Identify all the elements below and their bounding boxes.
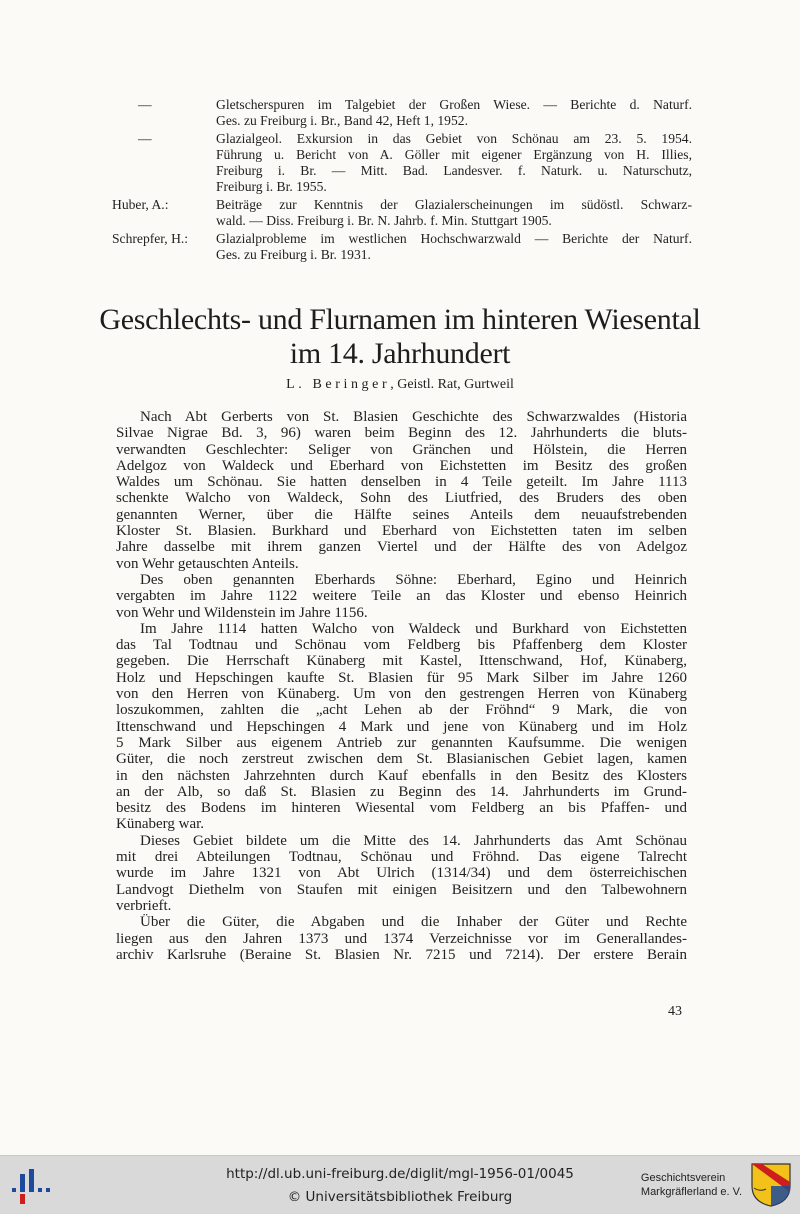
permalink-url[interactable]: http://dl.ub.uni-freiburg.de/diglit/mgl-1956-01/0045 [226, 1166, 574, 1182]
body-line: Ittenschwand und Hepschingen 4 Mark und jene von Künaberg und im Holz [116, 718, 687, 735]
bibliography-line: Ges. zu Freiburg i. Br. 1931. [216, 247, 371, 262]
body-line: Über die Güter, die Abgaben und die Inhaber der Güter und Rechte [140, 914, 687, 931]
bibliography-line: Freiburg i. Br. 1955. [216, 179, 327, 194]
bibliography-line: Beiträge zur Kenntnis der Glazialerscheinungen im südöstl. Schwarz- [216, 197, 692, 212]
body-line: von Wehr und Wildenstein im Jahre 1156. [116, 604, 368, 621]
body-line: das Tal Todtnau und Schönau vom Feldberg bis Pfaffenberg dem Kloster [116, 637, 687, 654]
society-name-line-1: Geschichtsverein [640, 1172, 726, 1184]
bibliography-text [216, 231, 692, 263]
bibliography-line: wald. — Diss. Freiburg i. Br. N. Jahrb. f. Min. Stuttgart 1905. [216, 213, 552, 228]
bibliography-entry [112, 97, 692, 129]
bibliography-entry [112, 131, 692, 195]
body-line: schenkte Walcho von Waldeck, Sohn des Liutfried, des Bruders des oben [116, 490, 687, 507]
body-line: genannten Werner, über die Hälfte seines Anteils dem neuaufstrebenden [116, 506, 687, 523]
body-line: vergabten im Jahre 1122 weitere Teile an das Kloster und ebenso Heinrich [116, 588, 687, 605]
body-line: an der Alb, so daß St. Blasien zu Beginn des 14. Jahrhunderts im Grund- [116, 783, 687, 800]
bibliography-author: Huber, A.: [112, 197, 169, 212]
bibliography-text [216, 131, 692, 195]
bibliography-line: Freiburg i. Br. — Mitt. Bad. Landesver. f. Naturk. u. Naturschutz, [216, 163, 692, 178]
body-line: Im Jahre 1114 hatten Walcho von Waldeck und Burkhard von Eichstetten [140, 620, 687, 637]
bibliography [112, 97, 692, 265]
bibliography-author: — [138, 131, 152, 146]
page-number: 43 [668, 1004, 682, 1019]
body-line: Künaberg war. [116, 816, 205, 833]
bibliography-line: Glazialgeol. Exkursion in das Gebiet von Schönau am 23. 5. 1954. [216, 131, 692, 146]
body-line: Dieses Gebiet bildete um die Mitte des 14. Jahrhunderts das Amt Schönau [140, 832, 687, 849]
bibliography-text [216, 197, 692, 229]
bibliography-line: Ges. zu Freiburg i. Br., Band 42, Heft 1, 1952. [216, 113, 468, 128]
bibliography-author: Schrepfer, H.: [112, 231, 189, 246]
body-line: wurde im Jahre 1321 von Abt Ulrich (1314/34) und dem österreichischen [116, 865, 687, 882]
article-title-line-1: Geschlechts- und Flurnamen im hinteren Wiesental [99, 303, 701, 336]
copyright-notice: © Universitätsbibliothek Freiburg [287, 1189, 513, 1205]
body-line: Güter, die noch zerstreut zwischen dem St. Blasianischen Gebiet lagen, kamen [116, 751, 687, 768]
bibliography-line: Gletscherspuren im Talgebiet der Großen Wiese. — Berichte d. Naturf. [216, 97, 692, 112]
bibliography-entry [112, 231, 692, 263]
body-line: gegeben. Die Herrschaft Künaberg mit Kastel, Ittenschwand, Hof, Künaberg, [116, 653, 687, 670]
body-line: Jahre dasselbe mit ihrem ganzen Viertel und der Hälfte des von Adelgoz [116, 539, 687, 556]
body-line: Nach Abt Gerberts von St. Blasien Geschichte des Schwarzwaldes (Historia [140, 409, 687, 425]
bibliography-entry [112, 197, 692, 229]
body-line: Landvogt Diethelm von Staufen mit einigen Beisitzern und den Talbewohnern [116, 881, 687, 898]
article-author [40, 377, 760, 393]
body-line: Adelgoz von Waldeck und Eberhard von Eichstetten im Besitz des großen [116, 457, 687, 474]
bibliography-line: Führung u. Bericht von A. Göller mit eigener Ergänzung von H. Illies, [216, 147, 692, 162]
viewer-footer [0, 1155, 800, 1214]
author-name: L. Beringer [286, 377, 391, 392]
body-line: 5 Mark Silber aus eigenem Antrieb zur genannten Kaufsumme. Die wenigen [116, 734, 687, 751]
body-line: verwandten Geschlechter: Seliger von Gränchen und Hölstein, die Herren [116, 441, 687, 458]
article-body [116, 409, 687, 963]
body-line: von den Herren von Künaberg. Um von den gestrengen Herren von Künaberg [116, 686, 687, 703]
author-role: , Geistl. Rat, Gurtweil [390, 377, 514, 392]
body-line: liegen aus den Jahren 1373 und 1374 Verzeichnisse vor im Generallandes- [116, 930, 687, 947]
coat-of-arms-icon[interactable] [750, 1162, 792, 1208]
article-title-line-2: im 14. Jahrhundert [289, 337, 511, 370]
body-line: Holz und Hepschingen kaufte St. Blasien für 95 Mark Silber im Jahre 1260 [116, 669, 687, 686]
society-name-line-2: Markgräflerland e. V. [640, 1186, 742, 1198]
bibliography-text [216, 97, 692, 129]
body-line: in den nächsten Jahrzehnten durch Kauf ebenfalls in den Besitz des Klosters [116, 767, 687, 784]
body-line: Des oben genannten Eberhards Söhne: Eberhard, Egino und Heinrich [140, 571, 687, 588]
body-line: Kloster St. Blasien. Burkhard und Eberhard von Eichstetten taten im selben [116, 523, 687, 540]
body-line: Silvae Nigrae Bd. 3, 96) waren beim Beginn des 12. Jahrhunderts die bluts- [116, 425, 687, 442]
society-name [641, 1171, 742, 1199]
body-line: loszukommen, zahlten die „acht Lehen ab der Fröhnd“ 9 Mark, die von [116, 702, 687, 719]
body-line: von Wehr getauschten Anteils. [116, 555, 299, 572]
body-line: archiv Karlsruhe (Beraine St. Blasien Nr. 7215 und 7214). Der erstere Berain [116, 946, 687, 963]
bibliography-line: Glazialprobleme im westlichen Hochschwarzwald — Berichte der Naturf. [216, 231, 692, 246]
body-line: verbrieft. [116, 897, 172, 914]
bibliography-author: — [138, 97, 152, 112]
body-line: Waldes um Schönau. Sie hatten denselben in 4 Teile geteilt. Im Jahre 1113 [116, 474, 687, 491]
body-line: mit drei Abteilungen Todtnau, Schönau und Fröhnd. Das eigene Talrecht [116, 849, 687, 866]
body-line: besitz des Bodens im hinteren Wiesental vom Feldberg an bis Pfaffen- und [116, 800, 687, 817]
